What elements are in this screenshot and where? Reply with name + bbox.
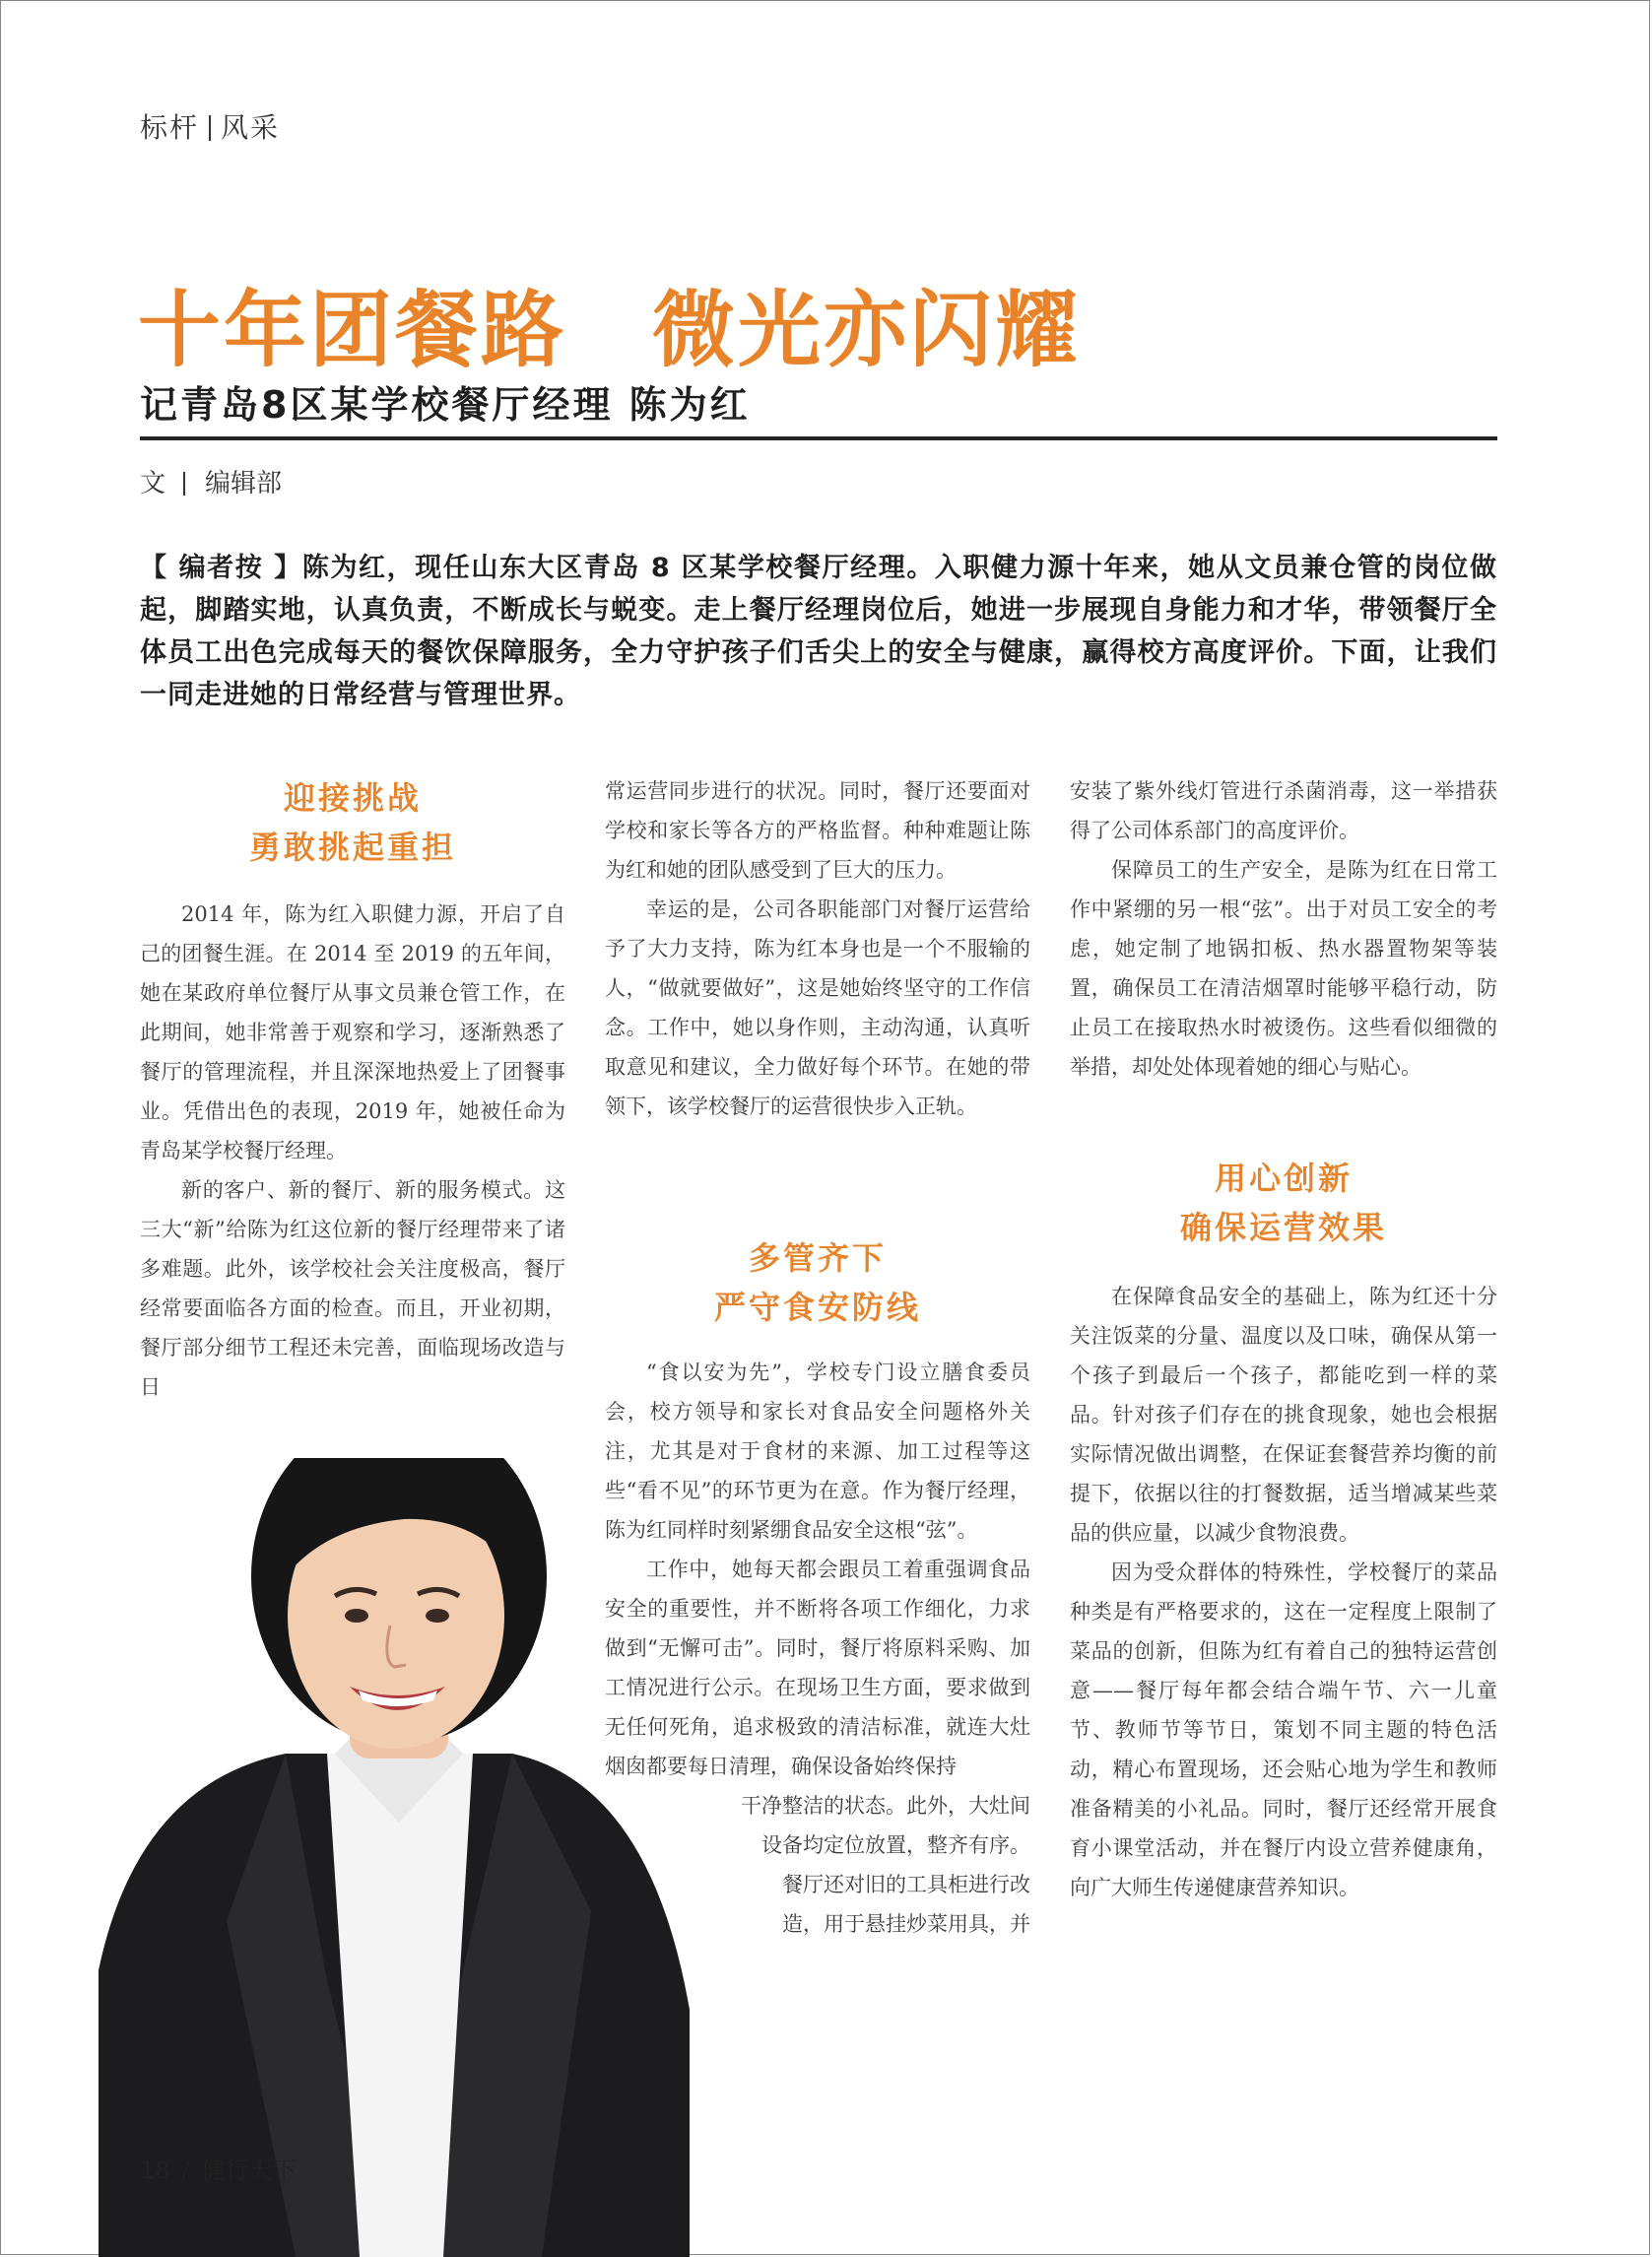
byline-divider — [183, 472, 185, 496]
section-heading-2-line2: 严守食安防线 — [713, 1289, 921, 1326]
section-heading-1-line1: 迎接挑战 — [283, 779, 422, 817]
section-heading-1-line2: 勇敢挑起重担 — [248, 829, 456, 866]
paragraph: 在保障食品安全的基础上，陈为红还十分关注饭菜的分量、温度以及口味，确保从第一个孩子到最后一个孩子，都能吃到一样的菜品。针对孩子们存在的挑食现象，她也会根据实际情况做出调整，在保证套餐营养均衡的前提下，依据以往的打餐数据，适当增减某些菜品的供应量，以减少食物浪费。 — [1070, 1285, 1497, 1545]
paragraph-line: 干净整洁的状态。此外，大灶间 — [741, 1794, 1030, 1818]
title-rule — [140, 436, 1497, 440]
page-footer — [140, 2151, 297, 2185]
column-3-lower — [1070, 1277, 1497, 1907]
section-heading-3-line1: 用心创新 — [1214, 1160, 1353, 1197]
section-label-a: 标杆 — [140, 111, 200, 144]
paragraph: 工作中，她每天都会跟员工着重强调食品安全的重要性，并不断将各项工作细化，力求做到“无懈可击”。同时，餐厅将原料采购、加工情况进行公示。在现场卫生方面，要求做到无任何死角，追求极致的清洁标准，就连大灶烟囱都要每日清理，确保设备始终保持 — [605, 1558, 1030, 1778]
byline-author: 编辑部 — [205, 469, 283, 498]
section-label-b: 风采 — [221, 111, 281, 144]
paragraph: 幸运的是，公司各职能部门对餐厅运营给予了大力支持，陈为红本身也是一个不服输的人，“做就要做好”，这是她始终坚守的工作信念。工作中，她以身作则，主动沟通，认真听取意见和建议，全力做好每个环节。在她的带领下，该学校餐厅的运营很快步入正轨。 — [605, 897, 1030, 1118]
magazine-name: 健行天下 — [201, 2157, 297, 2184]
paragraph: 安装了紫外线灯管进行杀菌消毒，这一举措获得了公司体系部门的高度评价。 — [1070, 779, 1497, 842]
byline-label: 文 — [140, 469, 166, 498]
editor-note: 【 编者按 】陈为红，现任山东大区青岛 8 区某学校餐厅经理。入职健力源十年来，她从文员兼仓管的岗位做起，脚踏实地，认真负责，不断成长与蜕变。走上餐厅经理岗位后，她进一步展现自身能力和才华，带领餐厅全体员工出色完成每天的餐饮保障服务，全力守护孩子们舌尖上的安全与健康，赢得校方高度评价。下面，让我们一同走进她的日常经营与管理世界。 — [140, 553, 1497, 710]
paragraph: 2014 年，陈为红入职健力源，开启了自己的团餐生涯。在 2014 至 2019 的五年间，她在某政府单位餐厅从事文员兼仓管工作，在此期间，她非常善于观察和学习，逐渐熟悉了餐厅的管理流程，并且深深地热爱上了团餐事业。凭借出色的表现，2019 年，她被任命为青岛某学校餐厅经理。 — [140, 902, 565, 1162]
paragraph: 常运营同步进行的状况。同时，餐厅还要面对学校和家长等各方的严格监督。种种难题让陈为红和她的团队感受到了巨大的压力。 — [605, 779, 1030, 882]
paragraph: 因为受众群体的特殊性，学校餐厅的菜品种类是有严格要求的，这在一定程度上限制了菜品的创新，但陈为红有着自己的独特运营创意——餐厅每年都会结合端午节、六一儿童节、教师节等节日，策划不同主题的特色活动，精心布置现场，还会贴心地为学生和教师准备精美的小礼品。同时，餐厅还经常开展食育小课堂活动，并在餐厅内设立营养健康角，向广大师生传递健康营养知识。 — [1070, 1560, 1497, 1899]
article-title: 十年团餐路 微光亦闪耀 — [138, 281, 1082, 378]
section-heading-3 — [1070, 1154, 1497, 1252]
paragraph: “食以安为先”，学校专门设立膳食委员会，校方领导和家长对食品安全问题格外关注，尤其是对于食材的来源、加工过程等这些“看不见”的环节更为在意。作为餐厅经理，陈为红同样时刻紧绷食品安全这根“弦”。 — [605, 1361, 1030, 1542]
section-heading-3-line2: 确保运营效果 — [1179, 1209, 1387, 1246]
paragraph-line: 造，用于悬挂炒菜用具，并 — [782, 1912, 1030, 1936]
column-3 — [1070, 771, 1497, 1087]
paragraph: 新的客户、新的餐厅、新的服务模式。这三大“新”给陈为红这位新的餐厅经理带来了诸多难题。此外，该学校社会关注度极高，餐厅经常要面临各方面的检查。而且，开业初期，餐厅部分细节工程还未完善，面临现场改造与日 — [140, 1178, 565, 1399]
footer-slash: / — [181, 2157, 190, 2184]
paragraph-line: 餐厅还对旧的工具柜进行改 — [782, 1873, 1030, 1896]
column-2 — [605, 771, 1030, 1126]
section-divider — [209, 115, 211, 141]
column-1 — [140, 895, 565, 1407]
paragraph: 保障员工的生产安全，是陈为红在日常工作中紧绷的另一根“弦”。出于对员工安全的考虑，她定制了地锅扣板、热水器置物架等装置，确保员工在清洁烟罩时能够平稳行动，防止员工在接取热水时被烫伤。这些看似细微的举措，却处处体现着她的细心与贴心。 — [1070, 858, 1497, 1079]
article-subtitle: 记青岛8区某学校餐厅经理 陈为红 — [140, 383, 751, 427]
section-label — [140, 106, 280, 146]
section-heading-2 — [605, 1233, 1030, 1332]
portrait-photo — [99, 1458, 690, 2257]
paragraph-line: 设备均定位放置，整齐有序。 — [761, 1833, 1030, 1857]
byline — [140, 463, 282, 499]
section-heading-2-line1: 多管齐下 — [748, 1239, 887, 1277]
page-number: 18 — [140, 2157, 170, 2184]
section-heading-1 — [140, 773, 565, 872]
